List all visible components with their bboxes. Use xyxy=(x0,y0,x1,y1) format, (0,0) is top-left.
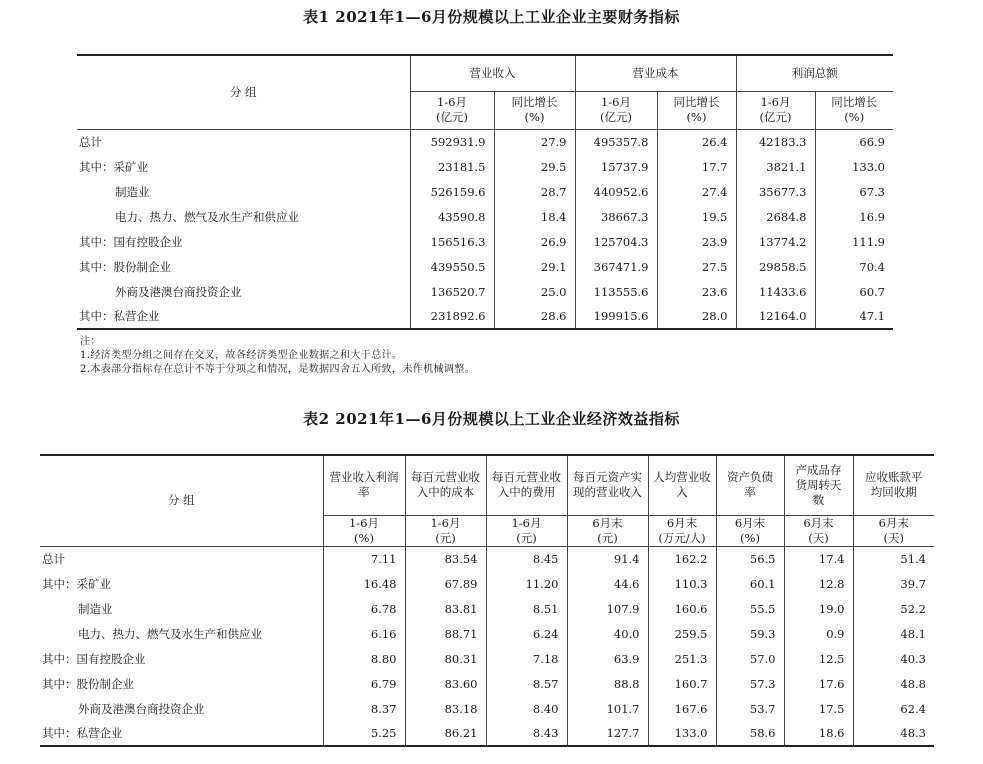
note-heading: 注： xyxy=(80,336,101,347)
cell-value: 113555.6 xyxy=(575,279,657,304)
column-subheader xyxy=(486,515,567,546)
column-header xyxy=(784,455,853,515)
cell-value: 56.5 xyxy=(716,546,784,571)
profit-header: 利润总额 xyxy=(736,55,893,91)
header-line: 每百元营业收 xyxy=(411,470,480,485)
column-subheader xyxy=(657,91,736,129)
column-subheader xyxy=(648,515,716,546)
cell-value: 8.43 xyxy=(486,721,567,746)
row-label: 其中：采矿业 xyxy=(42,576,111,591)
cell-value: 23.6 xyxy=(657,279,736,304)
header-line: 人均营业收 xyxy=(653,470,711,485)
cell-value: 48.8 xyxy=(853,671,934,696)
subheader-line: (元) xyxy=(516,530,537,545)
financial-indicators-table xyxy=(77,54,893,330)
subheader-line: 6月末 xyxy=(734,515,766,530)
cell-value: 17.5 xyxy=(784,696,853,721)
cell-value: 60.1 xyxy=(716,571,784,596)
cell-value: 6.24 xyxy=(486,621,567,646)
cell-value: 83.60 xyxy=(405,671,486,696)
subheader-line: 1-6月 xyxy=(436,95,468,109)
column-header xyxy=(648,455,716,515)
cell-value: 57.3 xyxy=(716,671,784,696)
cell-value: 101.7 xyxy=(567,696,648,721)
subheader-line: 6月末 xyxy=(803,515,834,530)
table-row xyxy=(77,279,893,304)
header-line: 每百元资产实 xyxy=(573,470,642,485)
header-line: 入中的费用 xyxy=(497,485,556,500)
cell-value: 40.0 xyxy=(567,621,648,646)
column-subheader xyxy=(784,515,853,546)
note-line-2: 2.本表部分指标存在总计不等于分项之和情况，是数据四舍五入所致，未作机械调整。 xyxy=(80,364,476,375)
cell-value: 8.45 xyxy=(486,546,567,571)
subheader-line: (元) xyxy=(435,530,456,545)
table-row xyxy=(40,696,934,721)
column-subheader xyxy=(736,91,815,129)
cell-value: 35677.3 xyxy=(736,179,815,204)
cell-value: 48.1 xyxy=(853,621,934,646)
cell-value: 110.3 xyxy=(648,571,716,596)
header-line: 入中的成本 xyxy=(416,485,475,500)
cell-value: 12164.0 xyxy=(736,304,815,329)
cell-value: 44.6 xyxy=(567,571,648,596)
row-label: 其中：采矿业 xyxy=(79,159,148,174)
cell-value: 0.9 xyxy=(784,621,853,646)
table-row xyxy=(40,546,934,571)
header-line: 产成品存 xyxy=(795,462,842,477)
cell-value: 3821.1 xyxy=(736,154,815,179)
subheader-line: (亿元) xyxy=(600,110,632,124)
cell-value: 70.4 xyxy=(815,254,893,279)
group-header: 分 组 xyxy=(77,55,410,129)
cell-value: 11.20 xyxy=(486,571,567,596)
subheader-line: 6月末 xyxy=(878,515,909,530)
cell-value: 55.5 xyxy=(716,596,784,621)
cell-value: 27.4 xyxy=(657,179,736,204)
cell-value: 18.6 xyxy=(784,721,853,746)
cell-value: 367471.9 xyxy=(575,254,657,279)
cell-value: 88.71 xyxy=(405,621,486,646)
table-row xyxy=(77,154,893,179)
subheader-line: (天) xyxy=(808,530,829,545)
cell-value: 63.9 xyxy=(567,646,648,671)
cell-value: 18.4 xyxy=(494,204,575,229)
row-label: 其中：国有控股企业 xyxy=(42,651,146,666)
subheader-line: (亿元) xyxy=(759,110,792,124)
subheader-line: 6月末 xyxy=(666,515,698,530)
cell-value: 7.18 xyxy=(486,646,567,671)
cell-value: 25.0 xyxy=(494,279,575,304)
cell-value: 86.21 xyxy=(405,721,486,746)
header-line: 均回收期 xyxy=(870,485,917,500)
cell-value: 29.1 xyxy=(494,254,575,279)
row-label: 总计 xyxy=(42,551,65,566)
cell-value: 58.6 xyxy=(716,721,784,746)
cell-value: 12.8 xyxy=(784,571,853,596)
cell-value: 11433.6 xyxy=(736,279,815,304)
cell-value: 42183.3 xyxy=(736,129,815,154)
table-row xyxy=(77,129,893,154)
cell-value: 592931.9 xyxy=(410,129,494,154)
cell-value: 6.16 xyxy=(323,621,405,646)
column-subheader xyxy=(410,91,494,129)
table-row xyxy=(40,621,934,646)
table-row xyxy=(77,254,893,279)
cell-value: 8.40 xyxy=(486,696,567,721)
column-header xyxy=(486,455,567,515)
subheader-line: 同比增长 xyxy=(673,95,720,109)
header-line: 率 xyxy=(744,485,756,500)
row-label: 电力、热力、燃气及水生产和供应业 xyxy=(115,209,299,224)
cell-value: 251.3 xyxy=(648,646,716,671)
table-row xyxy=(40,671,934,696)
cell-value: 27.5 xyxy=(657,254,736,279)
row-label: 其中：国有控股企业 xyxy=(79,234,183,249)
cell-value: 8.37 xyxy=(323,696,405,721)
table-row xyxy=(40,646,934,671)
column-subheader xyxy=(567,515,648,546)
cell-value: 83.18 xyxy=(405,696,486,721)
row-label: 制造业 xyxy=(115,184,150,199)
subheader-line: 1-6月 xyxy=(600,95,632,109)
cell-value: 60.7 xyxy=(815,279,893,304)
table2-title: 表2 2021年1—6月份规模以上工业企业经济效益指标 xyxy=(303,410,680,428)
cell-value: 27.9 xyxy=(494,129,575,154)
column-subheader xyxy=(575,91,657,129)
cell-value: 231892.6 xyxy=(410,304,494,329)
cell-value: 440952.6 xyxy=(575,179,657,204)
cell-value: 160.7 xyxy=(648,671,716,696)
cell-value: 439550.5 xyxy=(410,254,494,279)
cell-value: 6.78 xyxy=(323,596,405,621)
subheader-line: (元) xyxy=(597,530,618,545)
cell-value: 19.5 xyxy=(657,204,736,229)
table-row xyxy=(77,179,893,204)
group-header: 分 组 xyxy=(40,455,323,546)
row-label: 电力、热力、燃气及水生产和供应业 xyxy=(78,626,262,641)
cell-value: 67.89 xyxy=(405,571,486,596)
cell-value: 19.0 xyxy=(784,596,853,621)
header-line: 货周转天 xyxy=(795,477,842,492)
cell-value: 28.6 xyxy=(494,304,575,329)
cell-value: 40.3 xyxy=(853,646,934,671)
header-line: 数 xyxy=(812,492,825,507)
cell-value: 162.2 xyxy=(648,546,716,571)
cell-value: 2684.8 xyxy=(736,204,815,229)
cell-value: 43590.8 xyxy=(410,204,494,229)
subheader-line: (%) xyxy=(740,530,760,545)
table-row xyxy=(77,204,893,229)
column-header xyxy=(853,455,934,515)
cell-value: 111.9 xyxy=(815,229,893,254)
cell-value: 13774.2 xyxy=(736,229,815,254)
subheader-line: (%) xyxy=(354,530,374,545)
cell-value: 26.9 xyxy=(494,229,575,254)
cell-value: 16.48 xyxy=(323,571,405,596)
cell-value: 59.3 xyxy=(716,621,784,646)
subheader-line: 1-6月 xyxy=(430,515,461,530)
subheader-line: 1-6月 xyxy=(760,95,791,109)
row-label: 其中：私营企业 xyxy=(40,721,323,746)
cell-value: 259.5 xyxy=(648,621,716,646)
column-subheader xyxy=(405,515,486,546)
cell-value: 160.6 xyxy=(648,596,716,621)
column-subheader xyxy=(853,515,934,546)
table-row xyxy=(40,596,934,621)
subheader-line: 6月末 xyxy=(592,515,623,530)
cell-value: 16.9 xyxy=(815,204,893,229)
cell-value: 156516.3 xyxy=(410,229,494,254)
cell-value: 526159.6 xyxy=(410,179,494,204)
cell-value: 28.7 xyxy=(494,179,575,204)
cell-value: 133.0 xyxy=(648,721,716,746)
subheader-line: (%) xyxy=(524,110,545,124)
cell-value: 29.5 xyxy=(494,154,575,179)
column-header xyxy=(716,455,784,515)
cell-value: 66.9 xyxy=(815,129,893,154)
cell-value: 17.6 xyxy=(784,671,853,696)
cell-value: 48.3 xyxy=(853,721,934,746)
cell-value: 23.9 xyxy=(657,229,736,254)
cell-value: 167.6 xyxy=(648,696,716,721)
header-line: 率 xyxy=(358,485,370,500)
subheader-line: (天) xyxy=(883,530,904,545)
column-subheader xyxy=(494,91,575,129)
column-header xyxy=(323,455,405,515)
header-line: 每百元营业收 xyxy=(492,470,561,485)
cell-value: 28.0 xyxy=(657,304,736,329)
cell-value: 5.25 xyxy=(323,721,405,746)
cell-value: 107.9 xyxy=(567,596,648,621)
table-row xyxy=(77,229,893,254)
row-label: 外商及港澳台商投资企业 xyxy=(78,701,205,716)
cell-value: 8.51 xyxy=(486,596,567,621)
cell-value: 17.7 xyxy=(657,154,736,179)
cell-value: 17.4 xyxy=(784,546,853,571)
cell-value: 125704.3 xyxy=(575,229,657,254)
cell-value: 88.8 xyxy=(567,671,648,696)
cell-value: 127.7 xyxy=(567,721,648,746)
cell-value: 38667.3 xyxy=(575,204,657,229)
cell-value: 199915.6 xyxy=(575,304,657,329)
table1-title: 表1 2021年1—6月份规模以上工业企业主要财务指标 xyxy=(303,8,680,26)
row-label: 其中：股份制企业 xyxy=(79,259,171,274)
cell-value: 91.4 xyxy=(567,546,648,571)
cell-value: 47.1 xyxy=(815,304,893,329)
column-header xyxy=(567,455,648,515)
cost-header: 营业成本 xyxy=(575,55,736,91)
note-line-1: 1.经济类型分组之间存在交叉，故各经济类型企业数据之和大于总计。 xyxy=(80,350,403,361)
subheader-line: 同比增长 xyxy=(831,95,878,109)
table-row xyxy=(40,571,934,596)
column-header xyxy=(405,455,486,515)
subheader-line: (亿元) xyxy=(436,110,468,124)
cell-value: 23181.5 xyxy=(410,154,494,179)
column-subheader xyxy=(716,515,784,546)
cell-value: 67.3 xyxy=(815,179,893,204)
header-line: 资产负债 xyxy=(727,470,773,485)
cell-value: 29858.5 xyxy=(736,254,815,279)
cell-value: 7.11 xyxy=(323,546,405,571)
cell-value: 53.7 xyxy=(716,696,784,721)
cell-value: 52.2 xyxy=(853,596,934,621)
cell-value: 495357.8 xyxy=(575,129,657,154)
row-label: 外商及港澳台商投资企业 xyxy=(115,284,242,299)
cell-value: 51.4 xyxy=(853,546,934,571)
subheader-line: 1-6月 xyxy=(348,515,380,530)
subheader-line: (万元/人) xyxy=(658,530,706,545)
header-line: 现的营业收入 xyxy=(573,485,642,500)
subheader-line: (%) xyxy=(686,110,707,124)
header-line: 入 xyxy=(676,485,688,500)
subheader-line: 同比增长 xyxy=(511,95,558,109)
table-row xyxy=(77,304,893,329)
cell-value: 62.4 xyxy=(853,696,934,721)
row-label: 制造业 xyxy=(78,601,113,616)
table-row xyxy=(40,721,934,746)
subheader-line: (%) xyxy=(844,110,865,124)
cell-value: 57.0 xyxy=(716,646,784,671)
cell-value: 80.31 xyxy=(405,646,486,671)
efficiency-indicators-table xyxy=(40,454,934,747)
revenue-header: 营业收入 xyxy=(410,55,575,91)
cell-value: 83.54 xyxy=(405,546,486,571)
cell-value: 133.0 xyxy=(815,154,893,179)
header-line: 营业收入利润 xyxy=(329,470,399,485)
cell-value: 8.80 xyxy=(323,646,405,671)
subheader-line: 1-6月 xyxy=(511,515,542,530)
cell-value: 26.4 xyxy=(657,129,736,154)
cell-value: 6.79 xyxy=(323,671,405,696)
row-label: 其中：私营企业 xyxy=(77,304,410,329)
cell-value: 8.57 xyxy=(486,671,567,696)
cell-value: 83.81 xyxy=(405,596,486,621)
row-label: 其中：股份制企业 xyxy=(42,676,134,691)
cell-value: 15737.9 xyxy=(575,154,657,179)
column-subheader xyxy=(323,515,405,546)
column-subheader xyxy=(815,91,893,129)
header-line: 应收账款平 xyxy=(865,470,923,485)
cell-value: 136520.7 xyxy=(410,279,494,304)
cell-value: 12.5 xyxy=(784,646,853,671)
row-label: 总计 xyxy=(79,134,102,149)
cell-value: 39.7 xyxy=(853,571,934,596)
